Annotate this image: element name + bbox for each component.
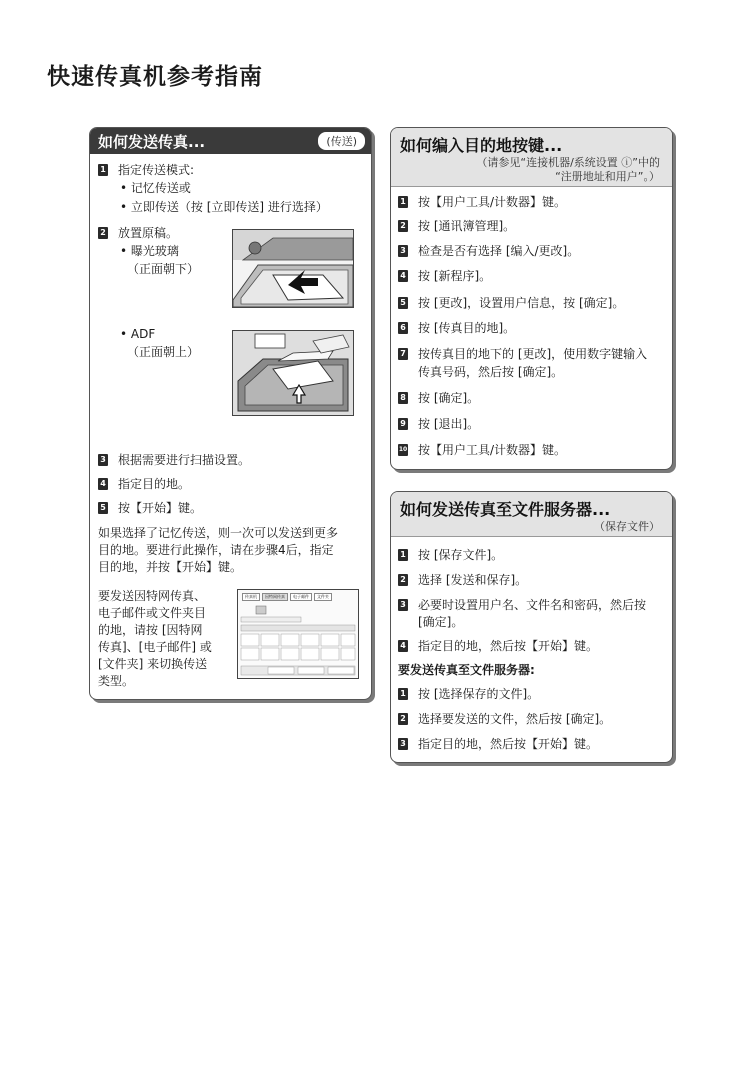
send-fax-title: 如何发送传真... (98, 133, 206, 151)
adf-label: • ADF (120, 327, 156, 341)
page-title: 快速传真机参考指南 (47, 64, 263, 90)
screen-tab-fax: 传真机 (242, 593, 260, 601)
file-server-title: 如何发送传真至文件服务器... (400, 500, 611, 519)
type-note-line-2: 电子邮件或文件夹目 (98, 606, 207, 620)
type-note-line-1: 要发送因特网传真、 (98, 589, 207, 603)
send-fax-card: 如何发送传真... (传送) 1 指定传送模式: • 记忆传送或 • 立即传送（按 [立即传送] 进行选择） 2 放置原稿。 • 曝光玻璃 （正面朝下） • ADF （正面朝上） 3 根据需要进行扫描设置。 4 指定目的地。 5 按【开始】键。 如果选择了记忆传送，则一次可以发送到更多 目的地。要进行此操作，请在步骤4后，指定 目的地，并按【开始】键。 要发送因特网传真、 电子邮件或文件夹目 的地，请按 [因特网 传真]、[电子邮件] 或 [文件夹] 来切换传送 类型。 传真机 因特网传真 电子邮件 文件夹 (89, 127, 372, 700)
control-panel-screenshot (237, 589, 359, 679)
send-fax-tag: (传送) (318, 132, 365, 150)
glass-orientation: （正面朝下） (127, 262, 200, 276)
type-note-line-6: 类型。 (98, 674, 135, 688)
screen-tab-email: 电子邮件 (290, 593, 312, 601)
program-destination-ref-1: （请参见“连接机器/系统设置 ⓘ”中的 (476, 156, 660, 169)
glass-label: • 曝光玻璃 (120, 244, 179, 258)
screen-tab-folder: 文件夹 (314, 593, 332, 601)
send-step-1-option-memory: • 记忆传送或 (120, 181, 191, 195)
type-note-line-4: 传真]、[电子邮件] 或 (98, 640, 212, 654)
file-server-card: 如何发送传真至文件服务器... （保存文件） 1 按 [保存文件]。 2 选择 [发送和保存]。 3 必要时设置用户名、文件名和密码，然后按 [确定]。 4 指定目的地，然后按【开始】键。 要发送传真至文件服务器: 1 按 [选择保存的文件]。 2 选择要发送的文件，然后按 [确定]。 3 指定目的地，然后按【开始】键。 (390, 491, 673, 763)
exposure-glass-illustration (232, 229, 354, 308)
memory-note-line-3: 目的地，并按【开始】键。 (98, 560, 243, 574)
memory-note-line-2: 目的地。要进行此操作，请在步骤4后，指定 (98, 543, 334, 557)
program-destination-ref-2: “注册地址和用户”。） (555, 170, 660, 183)
program-destination-header (391, 128, 672, 187)
memory-note-line-1: 如果选择了记忆传送，则一次可以发送到更多 (98, 526, 339, 540)
file-server-tag: （保存文件） (594, 520, 660, 533)
send-fax-header (90, 128, 371, 154)
type-note-line-3: 的地，请按 [因特网 (98, 623, 203, 637)
file-server-subheading: 要发送传真至文件服务器: (398, 663, 535, 677)
program-step-7-continued: 传真号码，然后按 [确定]。 (418, 365, 564, 379)
file-server-header (391, 492, 672, 537)
program-destination-card: 如何编入目的地按键... （请参见“连接机器/系统设置 ⓘ”中的 “注册地址和用户”。） 1 按【用户工具/计数器】键。 2 按 [通讯簿管理]。 3 检查是否有选择 [编入/更改]。 4 按 [新程序]。 5 按 [更改]，设置用户信息，按 [确定]。 6 按 [传真目的地]。 7 按传真目的地下的 [更改]，使用数字键输入 传真号码，然后按 [确定]。 8 按 [确定]。 9 按 [退出]。 10 按【用户工具/计数器】键。 (390, 127, 673, 470)
type-note-line-5: [文件夹] 来切换传送 (98, 657, 208, 671)
adf-illustration (232, 330, 354, 416)
screen-tab-internet-fax: 因特网传真 (262, 593, 288, 601)
send-step-1-option-immediate: • 立即传送（按 [立即传送] 进行选择） (120, 200, 328, 214)
program-destination-title: 如何编入目的地按键... (400, 136, 563, 155)
adf-orientation: （正面朝上） (127, 345, 200, 359)
file-step-3-continued: [确定]。 (418, 615, 464, 629)
